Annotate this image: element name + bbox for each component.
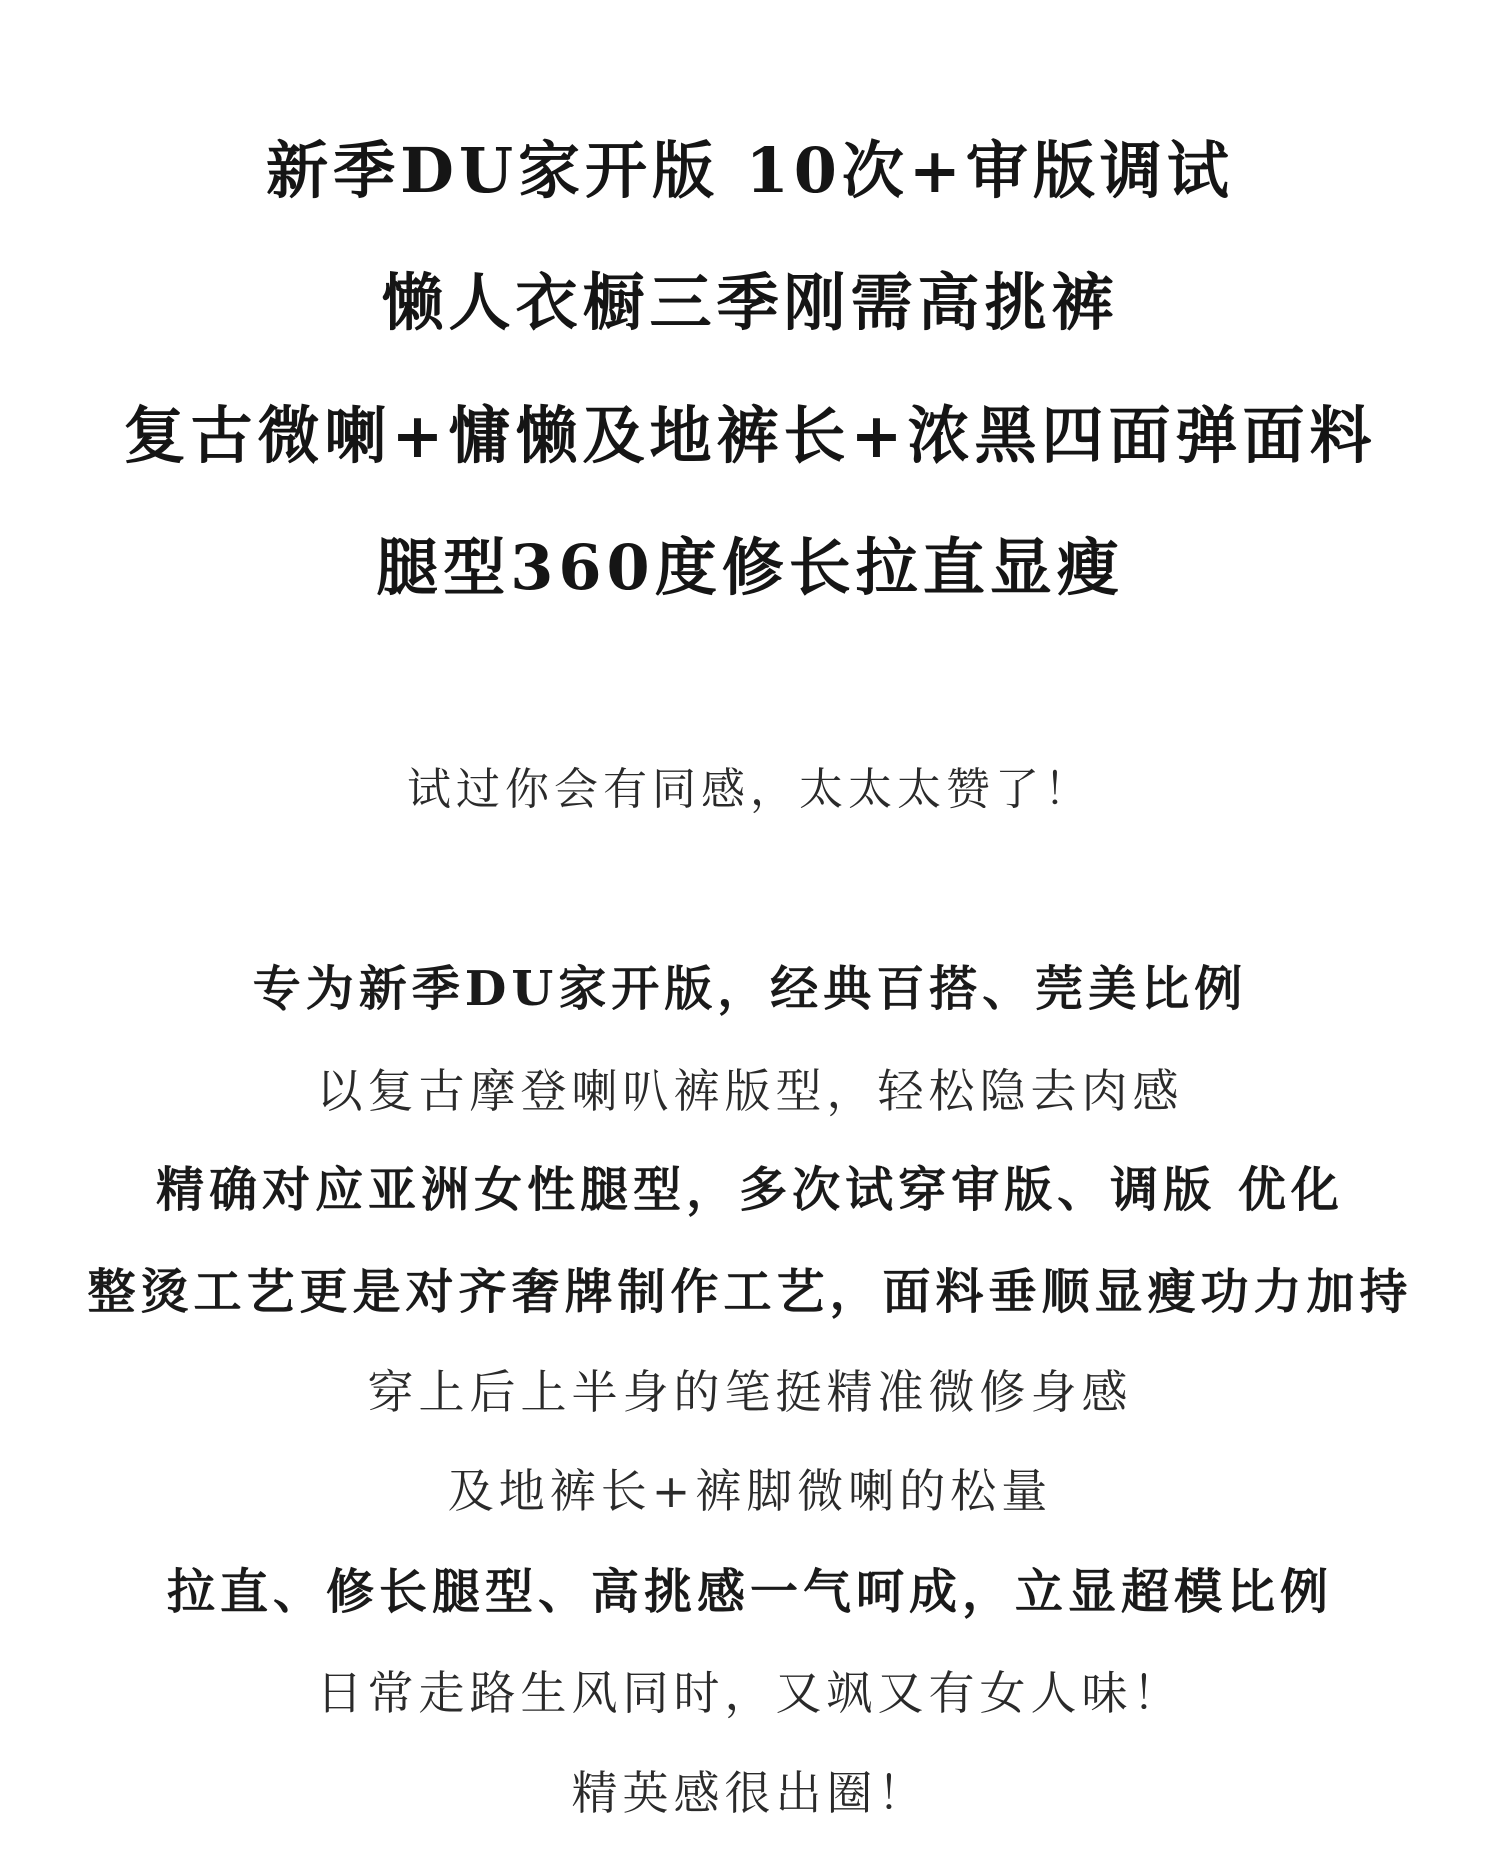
body-line-4: 整烫工艺更是对齐奢牌制作工艺，面料垂顺显瘦功力加持	[87, 1264, 1413, 1320]
headline-line-3: 复古微喇+慵懒及地裤长+浓黑四面弹面料	[123, 399, 1377, 472]
body-line-5: 穿上后上半身的笔挺精准微修身感	[367, 1365, 1133, 1419]
body-line-8: 日常走路生风同时，又飒又有女人味！	[316, 1666, 1184, 1720]
headline-line-2: 懒人衣橱三季刚需高挑裤	[381, 266, 1119, 339]
body-line-9: 精英感很出圈！	[571, 1766, 929, 1820]
headline-line-4: 腿型360度修长拉直显瘦	[376, 531, 1124, 604]
tagline: 试过你会有同感，太太太赞了！	[407, 764, 1093, 815]
body-line-7: 拉直、修长腿型、高挑感一气呵成，立显超模比例	[166, 1564, 1333, 1620]
body-line-6: 及地裤长+裤脚微喇的松量	[447, 1464, 1053, 1518]
body-line-2: 以复古摩登喇叭裤版型，轻松隐去肉感	[316, 1064, 1184, 1118]
body-line-3: 精确对应亚洲女性腿型，多次试穿审版、调版 优化	[156, 1162, 1344, 1218]
body-line-1: 专为新季DU家开版，经典百搭、莞美比例	[252, 961, 1248, 1017]
headline-line-1: 新季DU家开版 10次+审版调试	[266, 134, 1234, 207]
